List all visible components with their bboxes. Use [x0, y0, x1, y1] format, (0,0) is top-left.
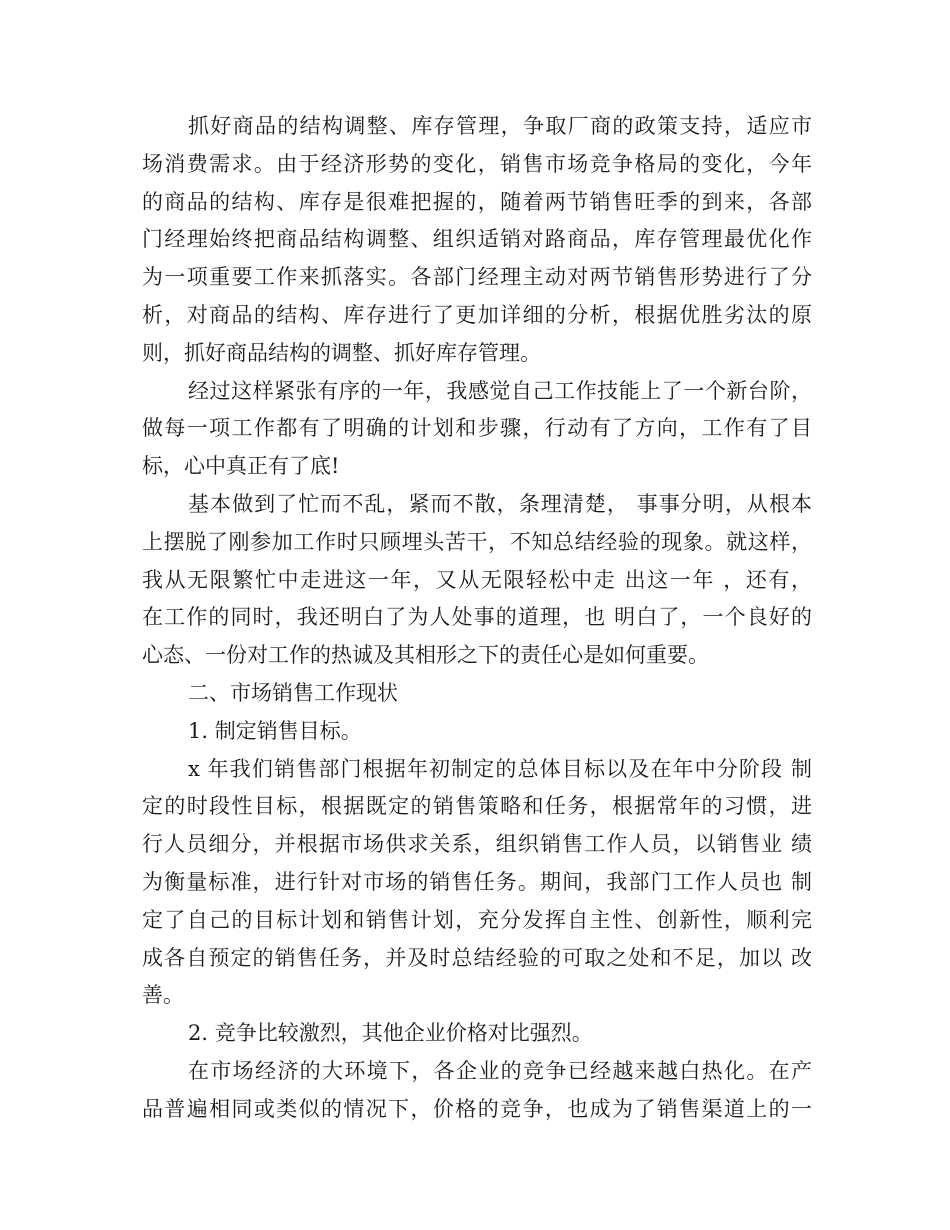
paragraph-first-line: x 年我们销售部门根据年初制定的总体目标以及在年中分阶段 制 [188, 756, 812, 781]
text-line: 标，心中真正有了底! [142, 454, 340, 479]
text-line: 门经理始终把商品结构调整、组织适销对路商品，库存管理最优化作 [142, 227, 812, 252]
text-line: 的商品的结构、库存是很难把握的，随着两节销售旺季的到来，各部 [142, 189, 812, 214]
paragraph-first-line: 2. 竞争比较激烈，其他企业价格对比强烈。 [188, 1021, 593, 1046]
document-body [142, 108, 812, 1129]
text-line: 上摆脱了刚参加工作时只顾埋头苦干，不知总结经验的现象。就这样， [142, 529, 812, 554]
text-line: 定的时段性目标，根据既定的销售策略和任务，根据常年的习惯，进 [142, 794, 812, 819]
text-line: 为衡量标准，进行针对市场的销售任务。期间，我部门工作人员也 制 [142, 869, 812, 894]
text-line: 为一项重要工作来抓落实。各部门经理主动对两节销售形势进行了分 [142, 265, 812, 290]
text-line: 成各自预定的销售任务，并及时总结经验的可取之处和不足，加以 改 [142, 945, 812, 970]
text-line: 品普遍相同或类似的情况下，价格的竞争，也成为了销售渠道上的一 [142, 1096, 812, 1121]
text-line: 善。 [142, 983, 184, 1008]
text-line: 做每一项工作都有了明确的计划和步骤，行动有了方向，工作有了目 [142, 416, 812, 441]
text-line: 定了自己的目标计划和销售计划，充分发挥自主性、创新性，顺利完 [142, 907, 812, 932]
paragraph-first-line: 经过这样紧张有序的一年，我感觉自己工作技能上了一个新台阶， [188, 378, 812, 403]
paragraph-first-line: 基本做到了忙而不乱，紧而不散，条理清楚， 事事分明，从根本 [188, 491, 812, 516]
paragraph-first-line: 抓好商品的结构调整、库存管理，争取厂商的政策支持，适应市 [188, 114, 812, 138]
text-line: 析，对商品的结构、库存进行了更加详细的分析，根据优胜劣汰的原 [142, 302, 812, 327]
text-line: 我从无限繁忙中走进这一年，又从无限轻松中走 出这一年 ，还有， [142, 567, 812, 592]
text-line: 则，抓好商品结构的调整、抓好库存管理。 [142, 340, 541, 365]
text-line: 心态、一份对工作的热诚及其相形之下的责任心是如何重要。 [142, 643, 709, 668]
text-line: 在工作的同时，我还明白了为人处事的道理，也 明白了，一个良好的 [142, 605, 812, 630]
text-line: 行人员细分，并根据市场供求关系，组织销售工作人员，以销售业 绩 [142, 832, 812, 857]
paragraph-first-line: 1. 制定销售目标。 [188, 718, 362, 743]
paragraph-first-line: 二、市场销售工作现状 [188, 680, 398, 705]
text-line: 场消费需求。由于经济形势的变化，销售市场竞争格局的变化，今年 [142, 151, 812, 176]
paragraph-first-line: 在市场经济的大环境下，各企业的竞争已经越来越白热化。在产 [188, 1058, 812, 1083]
